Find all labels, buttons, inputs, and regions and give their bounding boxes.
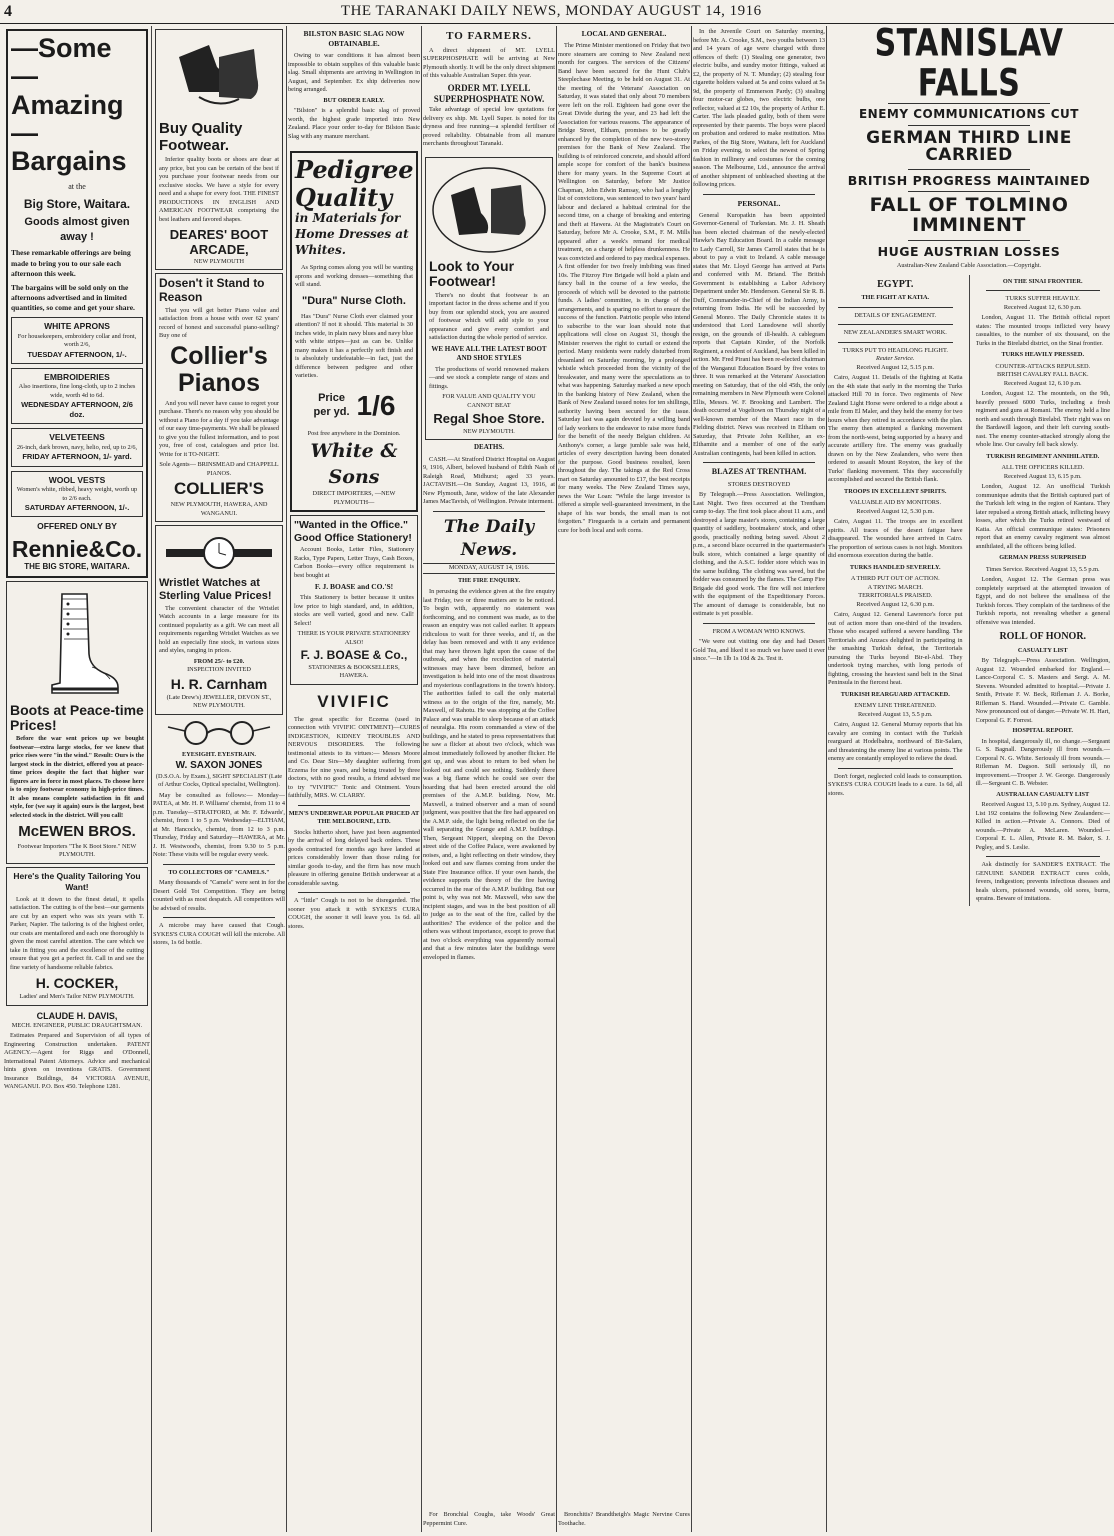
rennie-advert <box>6 29 148 578</box>
bargains-headline <box>11 34 143 176</box>
order-text: Take advantage of special low quotations for delivery ex ship. Mt. Lyell Super. is noted for its dryness and free running—a splendid fertiliser of proved reliability. Obtainable from all manure merchants throughout Taranaki. <box>423 106 555 148</box>
rennie-address: THE BIG STORE, WAITARA. <box>24 561 130 571</box>
troops-heading: TROOPS IN EXCELLENT SPIRITS. <box>844 487 947 495</box>
boase-logo: F. J. BOASE & Co., <box>300 648 408 663</box>
whites-address: DIRECT IMPORTERS, —NEW PLYMOUTH— <box>312 490 396 506</box>
carnham-address: (Late Drew's) JEWELLER, DEVON ST., NEW PLYMOUTH. <box>166 693 272 710</box>
local-general-title: LOCAL AND GENERAL. <box>581 29 667 38</box>
column-1 <box>4 26 150 1532</box>
received-line: Received August 13, 6.15 p.m. <box>1003 472 1082 480</box>
latest-heading: WE HAVE ALL THE LATEST BOOT AND SHOE STYLES <box>431 344 547 363</box>
davis-title: MECH. ENGINEER, PUBLIC DRAUGHTSMAN. <box>11 1021 143 1029</box>
received-line: Received August 12, 5.30 p.m. <box>856 507 935 515</box>
colliers-name: COLLIER'S <box>174 479 264 499</box>
note-text: The bargains will be sold only on the afternoons advertised and in limited quantities, so come and get your share. <box>11 282 135 313</box>
bargain-item <box>11 368 143 425</box>
mcewen-address: Footwear Importers "The K Boot Store." NEW PLYMOUTH. <box>17 842 137 859</box>
katia-text: Cairo, August 11. Details of the fighting at Katia on the 4th state that early in the morning the Turks attacked Hill 70 in force. Two regiments of New Zealand Light Horse were ordered to a ridge about a mile from El Maler, and they held the enemy for two hours when they retired in accordance with the plan. The enemy then attempted a flanking movement from the north-west, being supported by a heavy and accurate artillery fire. The enemy was gradually drawn on by the New Zealanders, who were then ordered to assault Mount Royston, the key of the Turks' flanking movement. This they successfully accomplished and secured the British flank. <box>828 374 963 484</box>
main-banner: STANISLAV FALLS <box>874 26 1064 105</box>
paper-date: MONDAY, AUGUST 14, 1916. <box>423 563 555 574</box>
watch-inspection: INSPECTION INVITED <box>187 666 251 674</box>
peppermint-advert: For Bronchial Coughs, take Woods' Great Peppermint Cure. <box>423 1511 555 1527</box>
katia-heading: THE FIGHT AT KATIA. <box>861 294 930 302</box>
war-news-left <box>828 275 963 906</box>
deares-advert <box>155 29 283 270</box>
war-news-right <box>976 275 1111 906</box>
boase-address: STATIONERS & BOOKSELLERS, HAWERA. <box>308 663 400 680</box>
whites-advert <box>290 151 418 512</box>
item-desc: For housekeepers, embroidery collar and front, worth 2/6, <box>17 332 137 349</box>
annihilated-text: London, August 12. An unofficial Turkish communique admits that the British captured part of the Turkish left wing in the region of Kantara. They later repulsed a strong British attack, inflicting heavy losses, after which the Turks retired westward of Katia. An official communique states: Prisoners report that an enemy cavalry regiment was almost annihilated, all the officers being killed. <box>975 483 1110 550</box>
item-day: FRIDAY AFTERNOON, 1/- yard. <box>22 452 132 462</box>
sinai-text: London, August 11. The British official report states: The mounted troops inflicted very heavy casualties, to the number of six thousand, on the Turks in the Birelabd district, on the Sinai frontier. <box>975 314 1110 347</box>
subhead: GERMAN THIRD LINE CARRIED <box>866 127 1072 166</box>
pressed-heading: TURKS HEAVILY PRESSED. <box>1001 351 1085 359</box>
vivific-text: The great specific for Eczema (used in connection with VIVIFIC OINTMENT)—CURES INDIGESTION, KIDNEY TROUBLES AND NERVOUS DISORDERS. The following testimonial attests to its virtues:— Messrs Moore and Co. Dear Sirs—My daughter suffering from Eczema for nine years, and being treated by three doctors, with no good results, a friend advised me to try "VIVIFIC" Tonic and Ointment. Yours faithfully, MRS. W. CLARRY. <box>288 715 420 800</box>
march-heading: A TRYING MARCH. <box>867 583 923 591</box>
turks-suffer-heading: TURKS SUFFER HEAVILY. <box>1005 295 1080 303</box>
column-4 <box>423 26 555 1532</box>
farmers-title: TO FARMERS. <box>446 30 532 42</box>
boase-name: F. J. BOASE and CO.'S! <box>314 582 394 592</box>
flight-heading: TURKS PUT TO HEADLONG FLIGHT. <box>842 346 948 354</box>
piano-title: Dosen't it Stand to Reason <box>159 276 265 305</box>
piano-text: That you will get better Piano value and satisfaction from a house with over 62 years' record of honest and successful piano-selling? Buy one of <box>159 306 279 340</box>
davis-name: CLAUDE H. DAVIS, <box>36 1010 118 1021</box>
boot-illustration-icon <box>32 589 122 699</box>
headline-line: —Some <box>11 33 112 63</box>
pedigree-word: Pedigree <box>295 155 414 185</box>
watch-text: The convenient character of the Wristlet Watch accounts in a large measure for its continued popularity as a gift. We can meet all requirements regarding Wristlet Watches as we hold an especially fine stock, in various sizes and styles, ranging in prices. <box>159 604 279 655</box>
troops-text: Cairo, August 11. The troops are in excellent spirits. All traces of the desert fatigue have disappeared. The wounded have arrived in Cairo. The proportion of serious cases is not high. Monitors did enormous execution during the battle. <box>828 518 963 560</box>
details-heading: DETAILS OF ENGAGEMENT. <box>854 311 937 319</box>
local-general-text: The Prime Minister mentioned on Friday that two more steamers are coming to New Zealand next month for cargoes. The services of the Citizens' Band have been secured for the Hunt Club's Steeplechase Meeting, to be held on August 31. At the meeting of the Veterans' Association on Saturday, it was stated that only about 70 members were left on the roll. Eighteen had gone over the Great Divide during the year, and 23 had left the Association for various reasons. The appearance of Bridge Street, Eltham, promises to be greatly enhanced by the completion of the new two-storey premises for the Bank of New Zealand. The building is of reinforced concrete, and should afford ample scope for comfort of the bank's business there for many years. In the Supreme Court at Wellington on Saturday, before Mr Justice Chapman, John Edwin Ramsay, who had a lengthy list of convictions, was sentenced to two years' hard labour and declared a habitual criminal for the second time, on a charge of breaking and entering and theft at Hawera. At the Magistrate's Court on Saturday, before Mr A. Crooke, S.M., F. M. Mills appeared after a week's remand for medical treatment, on a charge of helpless drunkenness. He was convicted and ordered to pay medical expenses. A first offender for two freely imbibing was fined 10s. The Fitzroy Fire Brigade will hold a plain and fancy ball in the course of a few weeks, the proceeds of which will be devoted to the patriotic funds. A ladies' committee, is in charge of the arrangements, and is sparing no effort to ensure the success of the function. Patriotic people who intend to subscribe to the war loan should note that applications will close on August 31, though the Minister reserves the right to curtail or extend the period. Many residents were rudely disturbed from dreamland on Saturday morning, by a prolonged whistle which proceeded from the vicinity of the breakwater, and many were the speculations as to what was happening. Saturday marked a new epoch in the banking history of New Zealand, when the Bank of New Zealand issued notes for ten shillings, authority having been secured for the issue. Saturday last was again devoted by a willing band of lady workers to the endeavor to raise more funds for the benefit of the needy Belgian children. At Anthony's corner, a large jumble sale was held, articles of every description having been donated for the purpose. Good business resulted, keen throughout the day. The takings at the Red Cross mart on Saturday amounted to £17, the best receipts for many weeks. The New Zealand Times says, news the War Loan: "While the large investor is offered a simple well-guaranteed investment, in the shape of his war bonds, the small man is not forgotten." Fireguards is a certain and permanent cure for both local and soft corns. <box>558 42 690 534</box>
woman-text: "We were out visiting one day and had Desert Gold Tea, and liked it so much we have used it ever since."—In 1lb 1s 10d & 2s. Test it. <box>693 638 825 663</box>
colliers-advert <box>155 273 283 522</box>
received-line: Received August 12, 6.30 p.m. <box>1003 303 1082 311</box>
war-news-columns <box>828 275 1110 906</box>
jones-schedule: May be consulted as follows:— Monday—PATEA, at Mr. H. P. Williams' chemist, from 11 to 4 p.m. Tuesday—STRATFORD, at Mr. F. Edwards', chemist, from 1 to 5 p.m. Wednesday—ELTHAM, at Mr. Hancock's, chemist, from 12 to 3 p.m. Thursday, Friday and Saturday—HAWERA, at Mr. J. H. Westwood's, chemist, from 9.30 to 5 p.m. Note: These visits will be regular every week. <box>153 791 285 859</box>
cocker-address: Ladies' and Men's Tailor NEW PLYMOUTH. <box>19 993 135 1001</box>
quality-word: Quality <box>295 182 393 212</box>
deares-name: DEARES' BOOT ARCADE, <box>169 227 269 257</box>
rennie-logo: Rennie&Co. <box>11 535 143 562</box>
melbourne-text: Stocks hitherto short, have just been augmented by the arrival of long delayed back orders. These goods contracted for months ago have landed at prices considerably lower than those ruling for similar goods to-day, and the firm has now much pleasure in offering genuine British underwear at a considerable saving. <box>288 828 420 887</box>
vivific-title: VIVIFIC <box>317 691 391 711</box>
davis-text: Estimates Prepared and Supervision of all types of Engineering Construction undertaken. PATENT AGENCY.—Agent for Riggs and O'Donnell, International Patent Attorneys. Advice and mechanical hints given on inventions GRATIS. Government Insurance Buildings, 84 VICTORIA AVENUE, WANGANUI. P.O. Box 450. Telephone 1281. <box>4 1032 150 1091</box>
headline-line: —Amazing <box>11 61 124 120</box>
boase-advert <box>290 515 418 685</box>
aided-heading: VALUABLE AID BY MONITORS. <box>849 499 942 507</box>
slag-order: BUT ORDER EARLY. <box>323 96 385 104</box>
blazes-text: By Telegraph.—Press Association. Wellington, Last Night. Two fires occurred at the Trentham camp to-day. The first took place about 11 a.m., and destroyed a large master's stores, containing a large quantity of saddlery, bootmakers' stock, and other goods, practically nothing being saved. About 2 p.m., a second blaze occurred in the quartermaster's bulk store, which contained a large quantity of clothing, and the A.S.C. fodder store which was in the same building. The clothing was saved, but the fodder was consumed by the flames. The Camp Fire Brigade did good work. The fire will not interfere with the equipment of the Expeditionary Forces. The amount of damage is considerable, but no estimate is yet possible. <box>693 491 825 618</box>
boase-text: This Stationery is better because it unites low price to high standard, and, in addition, stocks are well varied, good and new. Call! Select! <box>294 594 414 627</box>
column-rule <box>421 26 422 1532</box>
at-the-label: at the <box>68 181 86 191</box>
carnham-advert <box>155 525 283 714</box>
masthead-title: THE TARANAKI DAILY NEWS, MONDAY AUGUST 14, 1916 <box>340 3 762 19</box>
officers-heading: ALL THE OFFICERS KILLED. <box>1001 464 1085 472</box>
threatened-heading: ENEMY LINE THREATENED. <box>854 702 937 710</box>
handled-heading: TURKS HANDLED SEVERELY. <box>849 563 941 571</box>
spectacles-icon <box>164 719 274 747</box>
colliers-address: NEW PLYMOUTH, HAWERA, AND WANGANUI. <box>170 501 268 517</box>
buy-title: Buy Quality Footwear. <box>159 120 243 154</box>
annihilated-heading: TURKISH REGIMENT ANNIHILATED. <box>986 452 1100 460</box>
boots-title: Boots at Peace-time Prices! <box>10 701 144 734</box>
subhead: BRITISH PROGRESS MAINTAINED <box>847 173 1091 189</box>
camels-text: Many thousands of "Camels" were sent in for the Desert Gold Tot Competition. They are being counted with as most despatch. All competitors will be advised of results. <box>153 879 285 912</box>
received-line: Received August 12, 6.30 p.m. <box>856 600 935 608</box>
sander-advert: Ask distinctly for SANDER'S EXTRACT. The GENUINE SANDER EXTRACT cures colds, fevers, indigestion; prevents infectious diseases and heals ulcers, poisoned wounds, old sores, burns, sprains. Beware of imitations. <box>975 861 1110 903</box>
shoes-illustration-icon <box>169 37 269 117</box>
deaths-text: CASH.—At Stratford District Hospital on August 9, 1916, Albert, beloved husband of Edith Nash of Raleigh Road, Midhurst; aged 33 years. JACTAVISH.—On Sunday, August 13, 1916, at New Plymouth, Jane, widow of the late Alexander James MacTavish, of Wellington. Private interment. <box>423 455 555 506</box>
item-desc: Women's white, ribbed, heavy weight, worth up to 2/6 each. <box>16 486 138 502</box>
received-line: Received August 12, 6.10 p.m. <box>1003 379 1082 387</box>
colliers-text: And you will never have cause to regret your purchase. There's no reason why you should be without a Piano for a day if you take advantage of our easy time-payments. We shall be pleased to give you the fullest information, and to post you, free of cost, catalogues and price list. Write for it TO-NIGHT. <box>159 399 279 458</box>
page-number: 4 <box>4 2 13 20</box>
microbe-advert: A microbe may have caused that Cough. SYKES'S CURA COUGH will kill the microbe. All stores, 1s 6d bottle. <box>153 922 285 947</box>
repulsed-heading: COUNTER-ATTACKS REPULSED. <box>995 362 1091 370</box>
woman-title: FROM A WOMAN WHO KNOWS. <box>712 627 806 635</box>
subhead: FALL OF TOLMINO IMMINENT <box>869 194 1069 237</box>
colliers-logo: Collier's Pianos <box>170 341 268 398</box>
territorials-heading: TERRITORIALS PRAISED. <box>858 592 933 600</box>
price-block <box>295 387 413 425</box>
casualty-text: By Telegraph.—Press Association. Wellington, August 12. Wounded embarked for England.—Lance-Corporal C. S. Masters and Sergt. A. M. Stevens. Wounded admitted to hospital.—Private J. Smith, Private F. W. Beck, Rifleman J. A. Borke, Rifleman S. Hand. Wounded.—Private C. Gamble. Now pronounced out of danger.—Private W. H. Hart, Corporal G. F. Forrest. <box>975 657 1110 724</box>
column-rule <box>286 26 287 1532</box>
dura-text: Has "Dura" Nurse Cloth ever claimed your attention? If not it should. This material is 30 inches wide, in plain navy blues and navy blue with white stripes—just as can be. Unlike many makes it has a perfectly soft finish and is absolutely undefeatable—in fact, just the difference between pedigree and other varieties. <box>295 312 413 380</box>
bargain-item <box>11 471 143 518</box>
territorials-text: Cairo, August 12. General Lawrence's force put out of action more than one-third of the invaders. Those who escaped suffered a severe handling. The Territorials and Anzacs delighted in participating in the smashing Turkish defeat, the Territorials pursuing the Turks beyond Bir-el-Abd. They undertook trying marches, with long periods of fighting, crossing the heaviest sand belt in the Sinai Peninsula in the fiercest heat. <box>828 611 963 687</box>
latest-text: The productions of world renowned makers—and we stock a complete range of sizes and fittings. <box>429 365 549 390</box>
item-name: WOOL VESTS <box>48 474 106 485</box>
regal-name: Regal Shoe Store. <box>433 411 545 427</box>
hospital-text: In hospital, dangerously ill, no change.—Sergeant G. S. Bagnall. Dangerously ill from wounds.—Corporal N. G. White. Seriously ill from wounds.—Rifleman M. Dagson. Still seriously ill, no improvement.—Trooper J. W. George. Dangerously ill.—Sergeant C. B. Webster. <box>975 737 1110 788</box>
camels-title: TO COLLECTORS OF "CAMELS." <box>168 868 270 876</box>
war-news-section <box>828 26 1110 1532</box>
cura-cough-advert: Don't forget, neglected cold leads to consumption. SYKES'S CURA COUGH leads to a cure. 1s 6d, all stores. <box>828 772 963 797</box>
melbourne-title: MEN'S UNDERWEAR POPULAR PRICED AT THE MELBOURNE, LTD. <box>288 809 420 826</box>
jones-qualifications: (D.S.O.A. by Exam.), SIGHT SPECIALIST (Late of Arthur Cocks, Optical specialist, Wellington). <box>155 772 283 789</box>
juvenile-court-text: In the Juvenile Court on Saturday morning, before Mr. A. Crooke, S.M., two youths between 13 and 14 years of age were charged with three offences of theft: (1) Stealing one generator, two electric bulbs, and sundry motor fittings, valued at £2, the property of N. T. Munday; (2) stealing four cigarette holders valued at 5s and coins valued at 5s 9d, the property of Emmerson Pardy; (3) stealing four motor-car globes, two electric bulbs, one reflector, valued at £2 10s, the property of Arthur E. Carter. The lads pleaded guilty, both of them were represented by their parents. The boys were placed on probation and ordered to make restitution. Miss Parkes, of the Big Store, Waitara, left for Auckland on Friday evening, to select the newest of Spring fashion in millinery and costumes for the coming season. The Melbourne, Ltd., announce the arrival of another shipment of unbleached sheeting at the following prices. <box>693 28 825 188</box>
slag-text-2: "Bilston" is a splendid basic slag of proved worth, the highest grade imported into New Zealand. Place your order to-day for Bilston Basic Slag with any manure merchant. <box>288 107 420 140</box>
mcewen-name: McEWEN BROS. <box>18 823 136 841</box>
eyesight-title: EYESIGHT. EYESTRAIN. <box>182 750 256 758</box>
column-rule <box>691 26 692 1532</box>
reuter-line: Reuter Service. <box>876 355 915 363</box>
bargain-item <box>11 428 143 466</box>
slag-title: BILSTON BASIC SLAG NOW OBTAINABLE. <box>303 29 405 49</box>
masthead <box>0 0 1114 24</box>
editorial-text: In perusing the evidence given at the fire enquiry last Friday, two or three matters are to be noticed. To begin with, apparently no statement was forthcoming, and no comment was made, as to the reason an enquiry was not called earlier. It appears ridiculous to wait for three weeks, and if, as the delay has been removed and with it any evidence that may have thrown light upon the cause of the outbreak, and when the recollection of material witnesses may have been dimmed, before an investigation is held into one of the most disastrous and mysterious conflagrations in the town's history. The authorities failed to call the only material witness as to the origin of the fire, namely, Mr. Maxwell, of Rahotu. He was stopping at the Coffee Palace and was unable to sleep because of an attack of neuralgia. His room commanded a view of the buildings, and he stated to press representatives that he saw a flicker at about two o'clock, which was almost immediately followed by another flicker. He got up, and was about to return to bed when he looked out and could see nothing. Suddenly there was a big flame which he could see over the hoarding that had been erected around the old premises of the A.M.P. building. Now, Mr. Maxwell, a trained observer and a man of sound judgment, was positive that the fire had appeared on the A.M.P. side, the light being reflected on the far wall separating the Grange and A.M.P. buildings. Then, Sergeant Nippert, sleeping on the Devon street side of the Coffee Palace, were awakened by noises, and, a light reflecting on their window, they looked out and saw flames coming from under the State Fire Insurance office. If your own hands, the evidence supports the theory of the fire having occurred in the rear of the A.M.P. building. But our point is, why was not Mr. Maxwell, who saw the incipient stages, and was in the best position of all to judge as to the seat of the fire, called by the authorities? The evidence of the police and the others was without importance, except to prove that at two o'clock everything was apparently normal and that a few minutes later the buildings were enveloped in flames. <box>423 588 555 961</box>
cough-advert: A "little" Cough is not to be disregarded. The sooner you attack it with SYKES'S CURA COUGH, the sooner it will leave you. 1s 6d. all stores. <box>288 897 420 930</box>
casualty-heading: CASUALTY LIST <box>1017 646 1068 654</box>
cocker-name: H. COCKER, <box>35 975 119 992</box>
column-rule <box>826 26 827 1532</box>
deaths-heading: DEATHS. <box>473 443 505 452</box>
column-3 <box>288 26 420 1532</box>
farmers-text: A direct shipment of MT. LYELL SUPERPHOSPHATE will be arriving at New Plymouth shortly. It will be the only direct shipment of this valuable Australian Super. this year. <box>423 46 555 80</box>
dura-title: "Dura" Nurse Cloth. <box>302 294 406 307</box>
pressed-text: London, August 12. The mounteds, on the 9th, heavily pressed 6000 Turks, including a fresh regiment and guns at Romani. The enemy held a line north and south through Birelabd. Their right was on the Bardawill lagoon, and their left curving south-east. The enemy counter-attacked strongly along the whole line. Our cavalry fell back slowly. <box>975 390 1110 449</box>
association-credit: Australian-New Zealand Cable Association.—Copyright. <box>896 262 1042 270</box>
nervine-advert: Bronchitis? Brandtheigh's Magic Nervine Cures Toothache. <box>558 1511 690 1527</box>
cocker-advert <box>6 867 148 1006</box>
watch-title: Wristlet Watches at Sterling Value Prices! <box>159 577 272 603</box>
german-press-heading: GERMAN PRESS SURPRISED <box>999 554 1087 562</box>
third-heading: A THIRD PUT OUT OF ACTION. <box>850 575 940 583</box>
price-label: Price per yd. <box>313 391 350 419</box>
item-desc: 26-inch, dark brown, navy, helio, red, up to 2/6, <box>16 443 138 451</box>
tailoring-title: Here's the Quality Tailoring You Want! <box>13 870 141 893</box>
regal-address: NEW PLYMOUTH. <box>463 427 515 435</box>
blazes-title: BLAZES AT TRENTHAM. <box>711 467 807 477</box>
headline-line: —Bargains <box>11 118 127 177</box>
look-text: There's no doubt that footwear is an important factor in the dress scheme and if you buy from our splendid stock, you are assured of footwear which will add style to your appearance and give every comfort and satisfaction during the whole period of service. <box>429 291 549 342</box>
received-line: Times Service. Received August 13, 5.5 p.m. <box>985 565 1100 573</box>
hospital-heading: HOSPITAL REPORT. <box>1012 727 1073 735</box>
item-day: SATURDAY AFTERNOON, 1/-. <box>24 503 130 513</box>
tagline: Goods almost given away ! <box>24 215 130 243</box>
subhead: ENEMY COMMUNICATIONS CUT <box>858 107 1079 121</box>
tailoring-text: Look at it down to the finest detail, it spells satisfaction. The cutting is of the best—our garments are cut by an expert who was six years with T. Parker, Napier. The tailoring is of the highest order, our coats are mentailored and each one thoroughly is given the most careful attention. The care which we take in fitting you and the excellence of the cutting ensure that you get a perfect fit. Call in and see the fine variety of handsome reliable fabrics. <box>10 895 144 971</box>
egypt-heading: EGYPT. <box>877 278 914 290</box>
editorial-title: THE FIRE ENQUIRY. <box>457 576 520 584</box>
received-line: Received August 13, 5.5 p.m. <box>857 710 933 718</box>
rearguard-text: Cairo, August 12. General Murray reports that his cavalry are coming in contact with the Turkish rearguard at Hodelbahra, northward of Bir-Salam, and threatening the enemy line at various points. The enemy are constantly employed to relieve the dead. <box>828 721 963 763</box>
watch-price: FROM 25/- to £20. <box>193 657 245 665</box>
blazes-subtitle: STORES DESTROYED <box>727 480 791 488</box>
regal-advert <box>425 157 553 440</box>
subhead: HUGE AUSTRIAN LOSSES <box>877 244 1061 260</box>
offered-by: OFFERED ONLY BY <box>37 521 117 532</box>
value-line: FOR VALUE AND QUALITY YOU CANNOT BEAT <box>442 393 536 409</box>
column-rule <box>151 26 152 1532</box>
boots-text: Before the war sent prices up we bought footwear—extra large stocks, for we knew that price rises were "in the wind." Result: Ours is the largest stock in the district, offered you at peace-time prices despite the fact that higher war figures are in force in most places. To choose here is to enjoy footwear economy in high-price times. It also means complete satisfaction in fit and style, for (we say it again) ours is the largest, best selected stock in the district. Will you call! <box>10 735 144 819</box>
bargain-item <box>11 317 143 364</box>
australian-heading: AUSTRALIAN CASUALTY LIST <box>996 790 1090 798</box>
roll-of-honor-heading: ROLL OF HONOR. <box>999 631 1087 643</box>
sinai-heading: ON THE SINAI FRONTIER. <box>1002 277 1083 285</box>
buy-text: Inferior quality boots or shoes are dear at any price, but you can be certain of the best if you purchase your footwear needs from our exclusive stocks. We have a style for every need and a shape for every foot. THE FINEST PRODUCTIONS IN ENGLISH AND AMERICAN FOOTWEAR comprising the best leathers and favored shapes. <box>159 156 279 223</box>
item-day: WEDNESDAY AFTERNOON, 2/6 doz. <box>21 400 133 420</box>
price-value: 1/6 <box>356 389 396 421</box>
personal-title: PERSONAL. <box>737 198 781 208</box>
pedigree-sub: in Materials for Home Dresses at Whites. <box>295 211 409 257</box>
wanted-title: "Wanted in the Office." Good Office Stationery! <box>294 519 412 544</box>
mcewen-advert <box>6 581 148 864</box>
pedigree-text: As Spring comes along you will be wanting aprons and working dresses—something that will stand. <box>295 264 413 289</box>
item-name: WHITE APRONS <box>44 321 110 332</box>
column-rule <box>556 26 557 1532</box>
agents-text: Sole Agents— BRINSMEAD and CHAPPELL PIANOS. <box>159 461 279 477</box>
slag-text: Owing to war conditions it has almost been impossible to obtain supplies of this valuable basic slag. Small shipments are arriving in Wellington in August, and September. Ex ship deliveries now being arranged. <box>288 52 420 94</box>
item-day: TUESDAY AFTERNOON, 1/-. <box>27 349 127 359</box>
australian-text: Received August 13, 5.10 p.m. Sydney, August 12. List 192 contains the following New Zealanders:— Killed in action.—Private A. Connors. Died of wounds.—Private A. McLaren. Wounded.—Corporal E. L. Allen, Private R. M. Baker, S. J. Pegley, and S. Leslie. <box>975 801 1110 851</box>
jones-name: W. SAXON JONES <box>175 760 263 772</box>
watch-illustration-icon <box>164 533 274 573</box>
item-desc: Also insertions, fine long-cloth, up to 2 inches wide, worth 4d to 6d. <box>18 383 136 399</box>
rearguard-heading: TURKISH REARGUARD ATTACKED. <box>840 690 950 698</box>
order-title: ORDER MT. LYELL SUPERPHOSPHATE NOW. <box>433 82 545 104</box>
wanted-text: Account Books, Letter Files, Stationery Racks, Type Papers, Letter Trays, Cash Boxes, Carbon Books—every office requirement is best bought at <box>294 546 414 579</box>
whites-logo: White & Sons <box>310 439 398 488</box>
intro-text: These remarkable offerings are being made to bring you to our sale each afternoon this week. <box>11 248 131 278</box>
column-5 <box>558 26 690 1532</box>
deares-address: NEW PLYMOUTH <box>193 257 245 265</box>
cavalry-heading: BRITISH CAVALRY FALL BACK. <box>996 371 1089 379</box>
paper-nameplate: The Daily News. <box>443 516 535 560</box>
footwear-illustration-icon <box>429 165 549 255</box>
carnham-name: H. R. Carnham <box>170 675 268 692</box>
post-note: Post free anywhere in the Dominion. <box>307 430 401 438</box>
german-press-text: London, August 12. The German press was completely surprised at the attempted invasion of Egypt, and do not believe the smallness of the Turkish forces. They complain of the tardiness of the Turkish reports, not revealing whether a general offensive was intended. <box>975 576 1110 626</box>
look-title: Look to Your Footwear! <box>429 257 515 290</box>
column-2 <box>153 26 285 1532</box>
personal-text: General Kuropatkin has been appointed Governor-General of Turkestan. Mr. J. H. Sheath has been elected chairman of the newly-elected Hawke's Bay Education Board. In a cable message to Lady Carroll, Sir James Carroll states that he is about to pay a visit to Ireland. A cable message states that Mr. Lloyd George has arrived at Paris and conferred with M. Briand. The British Government is establishing a Labor Advisory Department under Mr. Henderson. General Sir R. B. Duff, Commander-in-Chief of the Indian Army, is returning from India. He will be succeeded by General Monro. The Daily Chronicle states it is understood that Lord Lansdowne will shortly resign, on the grounds of ill-health. A cablegram reports that Captain Kinder, of the Norfolk Regiment, a resident of Auckland, has been killed in action. Mr. Fred Pirani has been re-elected chairman of the Wanganui Education Board by five votes to three. It was remarked at the Veterans' Association meeting on Saturday, that of the old 45th, the only remaining members in New Plymouth were Colonel Ellis, Messrs. W. F. Brooking and Lambert. The death occurred at Vogeltown on Thursday night of a well-known member of the Maori race in the Fielding district. News was received in Eltham on Saturday, that Private John Kelliher, an ex-Elthamite and a member of one of the early Australian contingents, had been killed in action. <box>693 211 825 457</box>
nz-work-heading: NEW ZEALANDER'S SMART WORK. <box>843 329 947 337</box>
store-name: Big Store, Waitara. <box>23 196 131 211</box>
item-name: EMBROIDERIES <box>44 371 110 382</box>
item-name: VELVETEENS <box>49 432 105 443</box>
boase-private: THERE IS YOUR PRIVATE STATIONERY ALSO! <box>297 630 411 646</box>
received-line: Received August 12, 5.15 p.m. <box>856 363 935 371</box>
column-6 <box>693 26 825 1532</box>
